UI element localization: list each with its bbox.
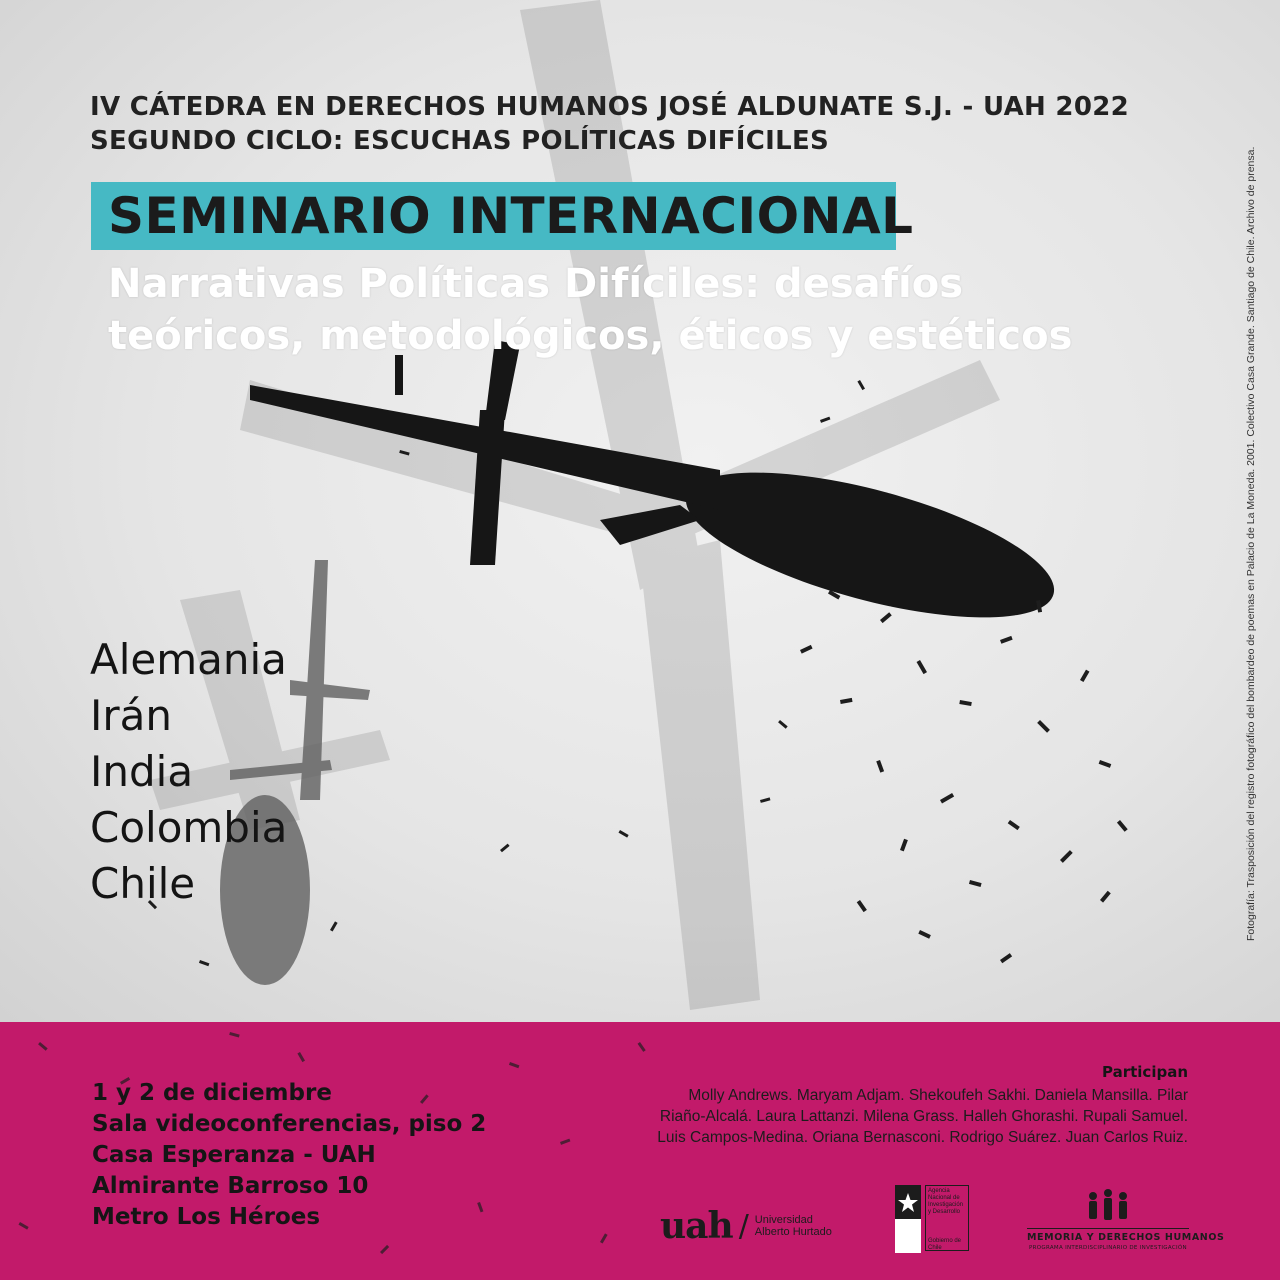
uah-logo: [660, 1205, 832, 1247]
event-date: 1 y 2 de diciembre: [92, 1080, 332, 1106]
anid-gobierno-logo: [895, 1185, 971, 1253]
subtitle-line-2: teóricos, metodológicos, éticos y estéticos: [108, 313, 1073, 359]
country-item: Alemania: [90, 635, 287, 684]
slash-divider-icon: /: [738, 1208, 749, 1244]
header-line-1: IV CÁTEDRA EN DERECHOS HUMANOS JOSÉ ALDUNATE S.J. - UAH 2022: [90, 92, 1129, 122]
event-metro: Metro Los Héroes: [92, 1204, 321, 1230]
uah-name-line-2: Alberto Hurtado: [754, 1226, 832, 1238]
event-address: Almirante Barroso 10: [92, 1173, 369, 1199]
uah-name-line-1: Universidad: [754, 1214, 813, 1226]
participants-line: Riaño-Alcalá. Laura Lattanzi. Milena Grass. Halleh Ghorashi. Rupali Samuel.: [659, 1108, 1188, 1125]
memoria-subtitle: PROGRAMA INTERDISCIPLINARIO DE INVESTIGACIÓN: [1029, 1245, 1187, 1251]
participants-line: Molly Andrews. Maryam Adjam. Shekoufeh Sakhi. Daniela Mansilla. Pilar: [688, 1087, 1188, 1104]
people-group-icon: [1085, 1188, 1131, 1222]
anid-line: Agencia: [928, 1188, 950, 1194]
country-item: Irán: [90, 691, 173, 740]
country-item: India: [90, 747, 194, 796]
country-item: Chile: [90, 859, 196, 908]
gobierno-star-icon: [895, 1185, 921, 1253]
header-line-2: SEGUNDO CICLO: ESCUCHAS POLÍTICAS DIFÍCILES: [90, 126, 830, 156]
participants-list: [618, 1085, 1188, 1148]
uah-logo-mark: uah: [660, 1205, 733, 1247]
subtitle-line-1: Narrativas Políticas Difíciles: desafíos: [108, 261, 964, 307]
participants-heading: Participan: [1102, 1063, 1188, 1081]
event-venue: Casa Esperanza - UAH: [92, 1142, 376, 1168]
gobierno-label: Gobierno de Chile: [928, 1238, 962, 1251]
country-item: Colombia: [90, 803, 288, 852]
anid-line: y Desarrollo: [928, 1209, 961, 1215]
countries-list: [90, 632, 287, 912]
uah-logo-name: [755, 1214, 832, 1238]
anid-line: Nacional de: [928, 1195, 960, 1201]
participants-line: Luis Campos-Medina. Oriana Bernasconi. Rodrigo Suárez. Juan Carlos Ruiz.: [657, 1129, 1188, 1146]
memoria-ddhh-logo: [1027, 1188, 1225, 1251]
header: [90, 90, 1129, 158]
anid-logo-text: [925, 1185, 969, 1251]
memoria-title: MEMORIA Y DERECHOS HUMANOS: [1027, 1228, 1189, 1243]
photo-credit: [1233, 96, 1257, 941]
event-room: Sala videoconferencias, piso 2: [92, 1111, 487, 1137]
seminar-title: SEMINARIO INTERNACIONAL: [108, 187, 914, 245]
photo-credit-text: Fotografía: Trasposición del registro fotográfico del bombardeo de poemas en Palacio de La Moneda. 2001. Colectivo Casa Grande. Santiago de Chile. Archivo de prensa.: [1245, 146, 1257, 941]
seminar-subtitle: [108, 258, 1108, 362]
event-info: [92, 1078, 486, 1233]
anid-line: Investigación: [928, 1202, 964, 1208]
